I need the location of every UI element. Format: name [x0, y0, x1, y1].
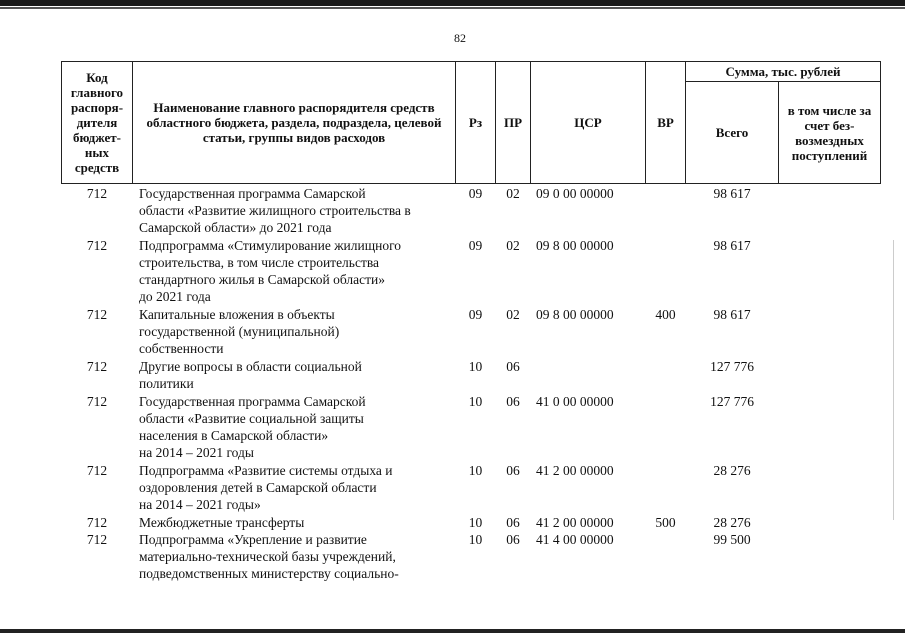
- row-pr: 06: [506, 515, 520, 530]
- row-name: Другие вопросы в области социальной политики: [139, 359, 362, 391]
- top-border: [0, 0, 905, 6]
- row-all: 98 617: [713, 238, 751, 253]
- row-rz: 09: [468, 186, 483, 201]
- row-kod: 712: [86, 394, 108, 409]
- row-rz: 10: [468, 463, 483, 478]
- page-number: 82: [454, 31, 466, 45]
- row-kod: 712: [86, 238, 108, 253]
- header-vr: ВР: [645, 61, 686, 184]
- row-pr: 02: [506, 186, 520, 201]
- row-name: Подпрограмма «Стимулирование жилищного строительства, в том числе строительства стандартного жилья в Самарской области» до 2021 года: [139, 238, 402, 304]
- row-csr: 41 2 00 00000: [536, 515, 614, 530]
- row-pr: 06: [506, 359, 520, 374]
- row-rz: 10: [468, 532, 483, 547]
- row-all: 98 617: [713, 186, 751, 201]
- row-kod: 712: [86, 532, 108, 547]
- row-csr: 09 8 00 00000: [536, 307, 614, 322]
- row-all: 98 617: [713, 307, 751, 322]
- row-vr: 400: [655, 307, 676, 322]
- row-vr: 500: [655, 515, 676, 530]
- row-name: Государственная программа Самарской области «Развитие жилищного строительства в Самарской области» до 2021 года: [139, 186, 411, 235]
- header-name: Наименование главного распорядителя средств областного бюджета, раздела, подраздела, целевой статьи, группы видов расходов: [132, 61, 456, 184]
- row-rz: 10: [468, 394, 483, 409]
- row-rz: 10: [468, 359, 483, 374]
- row-name: Подпрограмма «Укрепление и развитие материально-технической базы учреждений, подведомственных министерству социально-: [139, 532, 399, 581]
- header-sum: Сумма, тыс. рублей: [685, 61, 881, 82]
- row-all: 99 500: [713, 532, 751, 547]
- row-rz: 10: [468, 515, 483, 530]
- top-border-thin: [0, 7, 905, 9]
- row-name: Государственная программа Самарской области «Развитие социальной защиты населения в Самарской области» на 2014 – 2021 годы: [139, 394, 366, 460]
- row-pr: 02: [506, 307, 520, 322]
- row-csr: 09 0 00 00000: [536, 186, 614, 201]
- row-csr: 41 4 00 00000: [536, 532, 614, 547]
- row-pr: 06: [506, 394, 520, 409]
- row-kod: 712: [86, 186, 108, 201]
- row-all: 127 776: [710, 394, 754, 409]
- row-kod: 712: [86, 307, 108, 322]
- header-all: Всего: [685, 81, 779, 184]
- row-all: 28 276: [713, 463, 751, 478]
- row-pr: 06: [506, 532, 520, 547]
- header-kod: Код главного распоря-дителя бюджет-ных средств: [61, 61, 133, 184]
- row-kod: 712: [86, 463, 108, 478]
- row-rz: 09: [468, 238, 483, 253]
- header-rz: Рз: [455, 61, 496, 184]
- header-csr: ЦСР: [530, 61, 646, 184]
- row-name: Капитальные вложения в объекты государственной (муниципальной) собственности: [139, 307, 340, 356]
- row-pr: 02: [506, 238, 520, 253]
- row-rz: 09: [468, 307, 483, 322]
- scan-edge-line: [893, 240, 894, 520]
- header-pr: ПР: [495, 61, 531, 184]
- row-pr: 06: [506, 463, 520, 478]
- row-csr: 09 8 00 00000: [536, 238, 614, 253]
- row-name: Подпрограмма «Развитие системы отдыха и оздоровления детей в Самарской области на 2014 – 2021 годы»: [139, 463, 393, 512]
- bottom-border: [0, 629, 905, 633]
- row-all: 127 776: [710, 359, 754, 374]
- header-incl: в том числе за счет без-возмездных поступлений: [778, 81, 881, 184]
- row-csr: 41 2 00 00000: [536, 463, 614, 478]
- row-csr: 41 0 00 00000: [536, 394, 614, 409]
- row-all: 28 276: [713, 515, 751, 530]
- row-kod: 712: [86, 515, 108, 530]
- row-kod: 712: [86, 359, 108, 374]
- row-name: Межбюджетные трансферты: [139, 515, 305, 530]
